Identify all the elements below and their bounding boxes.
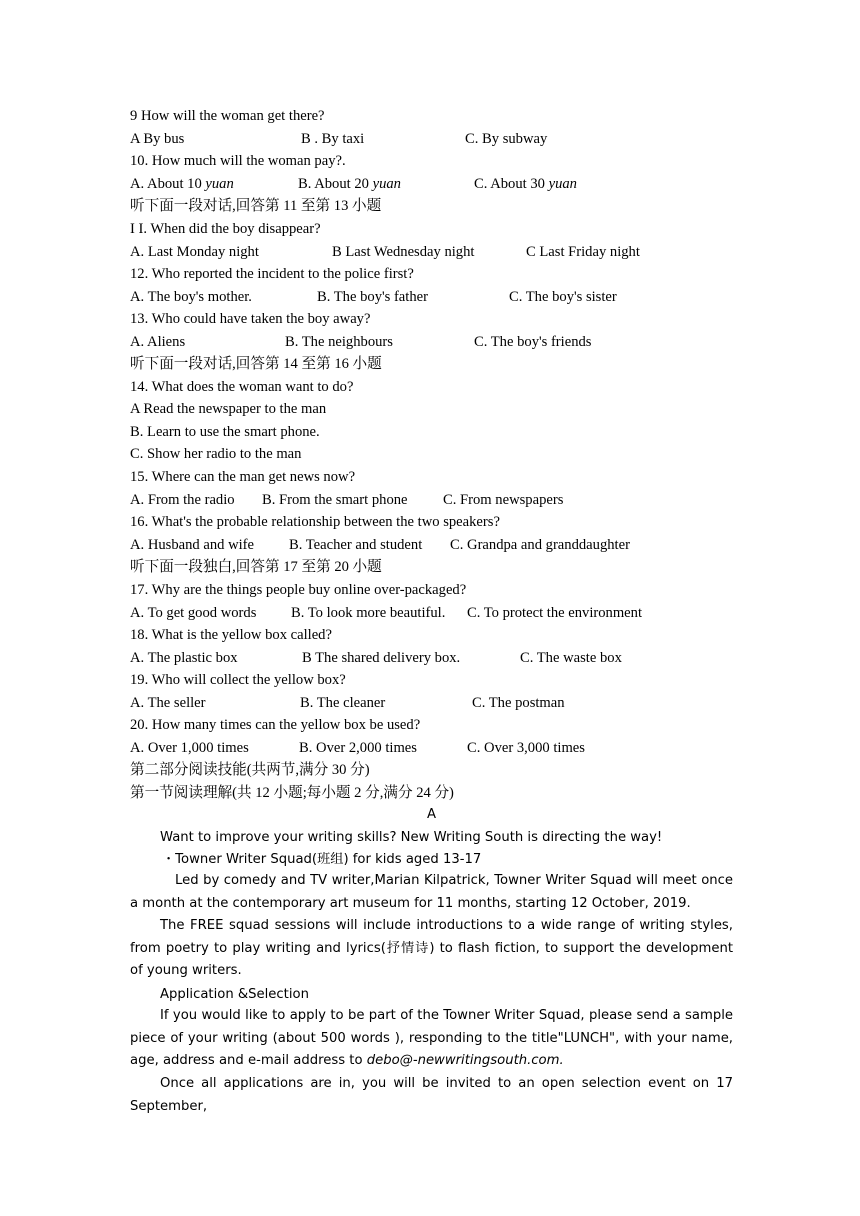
q13-option-c: C. The boy's friends	[474, 334, 592, 350]
q13-option-a: A. Aliens	[130, 334, 186, 350]
passage-bullet: ・Towner Writer Squad(班组) for kids aged 13-17	[162, 852, 482, 867]
q15-option-a: A. From the radio	[130, 492, 235, 508]
q20-option-a: A. Over 1,000 times	[130, 740, 249, 756]
instruction-14-16: 听下面一段对话,回答第 14 至第 16 小题	[130, 356, 382, 372]
q17-option-c: C. To protect the environment	[467, 605, 643, 621]
question-10: 10. How much will the woman pay?.	[130, 153, 346, 169]
question-16: 16. What's the probable relationship between the two speakers?	[130, 514, 500, 530]
question-11: I I. When did the boy disappear?	[130, 221, 321, 237]
passage-paragraph-3: If you would like to apply to be part of the Towner Writer Squad, please send a sample piece of your writing (about 500 words ), responding to the title"LUNCH", with your name, age, address and e-mail address to debo@-newwritingsouth.com.	[130, 1008, 733, 1069]
q14-option-a: A Read the newspaper to the man	[130, 401, 327, 417]
q18-option-b: B The shared delivery box.	[302, 650, 461, 666]
q9-option-c: C. By subway	[465, 131, 548, 147]
q18-option-a: A. The plastic box	[130, 650, 238, 666]
question-13: 13. Who could have taken the boy away?	[130, 311, 371, 327]
question-14: 14. What does the woman want to do?	[130, 379, 354, 395]
q14-option-b: B. Learn to use the smart phone.	[130, 424, 320, 440]
question-18: 18. What is the yellow box called?	[130, 627, 332, 643]
passage-intro: Want to improve your writing skills? New Writing South is directing the way!	[160, 830, 663, 845]
q16-option-b: B. Teacher and student	[289, 537, 423, 553]
q15-option-c: C. From newspapers	[443, 492, 564, 508]
q10-option-a: A. About 10 yuan	[130, 176, 234, 192]
q12-option-b: B. The boy's father	[317, 289, 428, 305]
question-12: 12. Who reported the incident to the police first?	[130, 266, 414, 282]
question-20: 20. How many times can the yellow box be used?	[130, 717, 421, 733]
q19-option-a: A. The seller	[130, 695, 206, 711]
q14-option-c: C. Show her radio to the man	[130, 446, 302, 462]
question-19: 19. Who will collect the yellow box?	[130, 672, 346, 688]
q9-option-a: A By bus	[130, 131, 185, 147]
q19-option-c: C. The postman	[472, 695, 565, 711]
q13-option-b: B. The neighbours	[285, 334, 393, 350]
question-15: 15. Where can the man get news now?	[130, 469, 356, 485]
q11-option-a: A. Last Monday night	[130, 244, 259, 260]
q12-option-a: A. The boy's mother.	[130, 289, 252, 305]
passage-paragraph-2: The FREE squad sessions will include introductions to a wide range of writing styles, from poetry to play writing and lyrics(抒情诗) to flash fiction, to support the development of young writers.	[130, 918, 733, 979]
q11-option-c: C Last Friday night	[526, 244, 640, 260]
part-two-title: 第二部分阅读技能(共两节,满分 30 分)	[130, 762, 370, 778]
q17-option-a: A. To get good words	[130, 605, 257, 621]
q19-option-b: B. The cleaner	[300, 695, 386, 711]
q20-option-b: B. Over 2,000 times	[299, 740, 417, 756]
q9-option-b: B . By taxi	[301, 131, 365, 147]
instruction-11-13: 听下面一段对话,回答第 11 至第 13 小题	[130, 198, 382, 214]
q20-option-c: C. Over 3,000 times	[467, 740, 585, 756]
question-9: 9 How will the woman get there?	[130, 108, 325, 124]
contact-email: debo@-newwritingsouth.com.	[366, 1053, 564, 1069]
passage-letter: A	[426, 807, 437, 822]
q11-option-b: B Last Wednesday night	[332, 244, 475, 260]
q10-option-b: B. About 20 yuan	[298, 176, 401, 192]
passage-paragraph-4: Once all applications are in, you will be invited to an open selection event on 17 September,	[130, 1076, 733, 1114]
q15-option-b: B. From the smart phone	[262, 492, 408, 508]
instruction-17-20: 听下面一段独白,回答第 17 至第 20 小题	[130, 559, 382, 575]
q12-option-c: C. The boy's sister	[509, 289, 617, 305]
q17-option-b: B. To look more beautiful.	[291, 605, 446, 621]
q10-option-c: C. About 30 yuan	[474, 176, 577, 192]
q16-option-a: A. Husband and wife	[130, 537, 255, 553]
q16-option-c: C. Grandpa and granddaughter	[450, 537, 630, 553]
passage-paragraph-1: Led by comedy and TV writer,Marian Kilpatrick, Towner Writer Squad will meet once a month at the contemporary art museum for 11 months, starting 12 October, 2019.	[130, 873, 733, 911]
q18-option-c: C. The waste box	[520, 650, 622, 666]
passage-heading: Application &Selection	[160, 987, 309, 1002]
section-one-title: 第一节阅读理解(共 12 小题;每小题 2 分,满分 24 分)	[130, 785, 454, 801]
question-17: 17. Why are the things people buy online over-packaged?	[130, 582, 467, 598]
